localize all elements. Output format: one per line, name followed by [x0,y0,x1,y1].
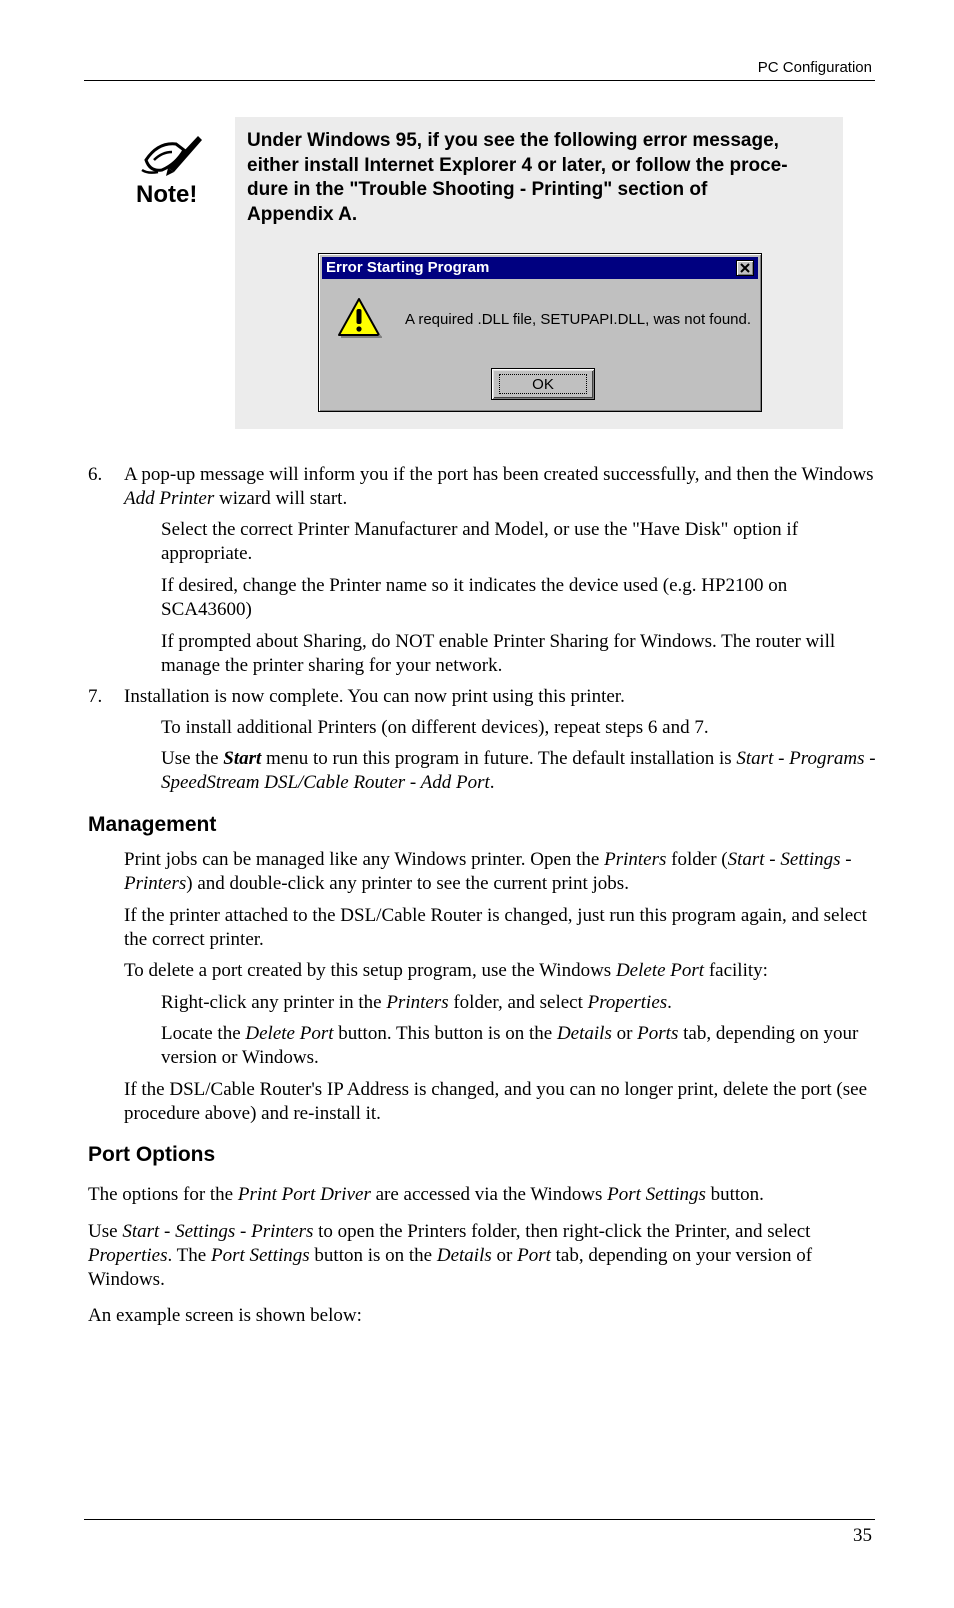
dialog-close-button[interactable] [736,260,754,276]
close-icon [737,261,753,275]
port-options-para-2 [88,1220,878,1292]
emphasis: Port Settings [210,1245,310,1266]
step-7-text: Installation is now complete. You can now print using this printer. [124,686,625,707]
emphasis: Print Port Driver [237,1184,371,1205]
text-run: button is on the [309,1245,437,1266]
emphasis: Ports [637,1023,679,1044]
dialog-message: A required .DLL file, SETUPAPI.DLL, was not found. [405,311,752,328]
emphasis: Delete Port [615,960,705,981]
strong-emphasis: Start [223,748,262,769]
management-sub-2 [161,1022,876,1070]
note-icon [128,130,208,210]
note-icon-label: Note! [136,181,198,208]
dialog-title: Error Starting Program [326,259,490,276]
port-options-para-1 [88,1183,878,1207]
text-run: . [489,772,495,793]
step-7-sub-2 [161,747,876,795]
management-para-4: If the DSL/Cable Router's IP Address is changed, and you can no longer print, delete the port (see procedure above) and re-install it. [124,1079,868,1124]
emphasis: Port [517,1245,551,1266]
text-run: Locate the [161,1023,246,1044]
management-para-3 [124,959,876,983]
note-text-line: Under Windows 95, if you see the following error message, [247,130,779,151]
emphasis: Start - Programs - SpeedStream DSL/Cable Router - Add Port [161,748,876,793]
text-run: A pop-up message will inform you if the port has been created successfully, and then the Windows [124,464,874,485]
text-run: Use the [161,748,224,769]
text-run: . [667,992,672,1013]
warning-icon [336,296,382,340]
page-number: 35 [853,1525,872,1546]
emphasis: Printers [386,992,449,1013]
port-options-para-3: An example screen is shown below: [88,1305,362,1326]
text-run: wizard will start. [214,488,348,509]
emphasis: Properties [587,992,668,1013]
header-rule [84,80,875,81]
ok-button[interactable] [491,368,595,400]
text-run: or [491,1245,518,1266]
text-run: are accessed via the Windows [370,1184,608,1205]
note-text-line: Appendix A. [247,203,358,225]
text-run: Use [88,1221,123,1242]
step-7-sub-1: To install additional Printers (on different devices), repeat steps 6 and 7. [161,717,709,738]
text-run: Print jobs can be managed like any Windows printer. Open the [124,849,605,870]
ok-button-label: OK [499,374,587,394]
text-run: Right-click any printer in the [161,992,387,1013]
note-text [247,129,837,227]
text-run: button. [705,1184,764,1205]
section-heading-port-options: Port Options [88,1143,216,1166]
text-run: facility: [704,960,768,981]
emphasis: Port Settings [607,1184,706,1205]
text-run: folder, and select [448,992,588,1013]
footer-rule [84,1519,875,1520]
step-6-sub-2: If desired, change the Printer name so it indicates the device used (e.g. HP2100 on SCA43600) [161,575,788,620]
emphasis: Add Printer [124,488,215,509]
management-para-2: If the printer attached to the DSL/Cable Router is changed, just run this program again, and select the correct printer. [124,905,867,950]
running-header: PC Configuration [757,59,872,76]
step-number: 7. [88,686,103,707]
text-run: . The [167,1245,211,1266]
step-number: 6. [88,464,103,485]
note-text-line: either install Internet Explorer 4 or later, or follow the proce- [247,154,788,176]
error-dialog [318,253,762,412]
emphasis: Details [556,1023,612,1044]
dialog-titlebar [322,257,758,279]
text-run: To delete a port created by this setup program, use the Windows [124,960,616,981]
emphasis: Details [436,1245,492,1266]
note-text-line: dure in the "Trouble Shooting - Printing" section of [247,179,708,200]
step-6-sub-1: Select the correct Printer Manufacturer and Model, or use the "Have Disk" option if appropriate. [161,519,799,564]
text-run: or [611,1023,638,1044]
text-run: menu to run this program in future. The default installation is [261,748,737,769]
text-run: button. This button is on the [333,1023,557,1044]
emphasis: Printers [604,849,667,870]
step-6-text [124,463,876,511]
text-run: to open the Printers folder, then right-click the Printer, and select [313,1221,811,1242]
emphasis: Start - Settings - Printers [124,849,852,894]
note-box [235,117,843,429]
step-6-sub-3: If prompted about Sharing, do NOT enable Printer Sharing for Windows. The router will manage the printer sharing for your network. [161,631,836,676]
text-run: The options for the [88,1184,238,1205]
section-heading-management: Management [88,813,217,836]
emphasis: Delete Port [245,1023,334,1044]
management-sub-1 [161,991,876,1015]
text-run: tab, depending on your version of Windows. [88,1245,813,1290]
emphasis: Start - Settings - Printers [122,1221,314,1242]
text-run: ) and double-click any printer to see the current print jobs. [186,873,629,894]
management-para-1 [124,848,876,896]
text-run: tab, depending on your version or Windows. [161,1023,859,1068]
text-run: folder ( [666,849,728,870]
emphasis: Properties [88,1245,168,1266]
